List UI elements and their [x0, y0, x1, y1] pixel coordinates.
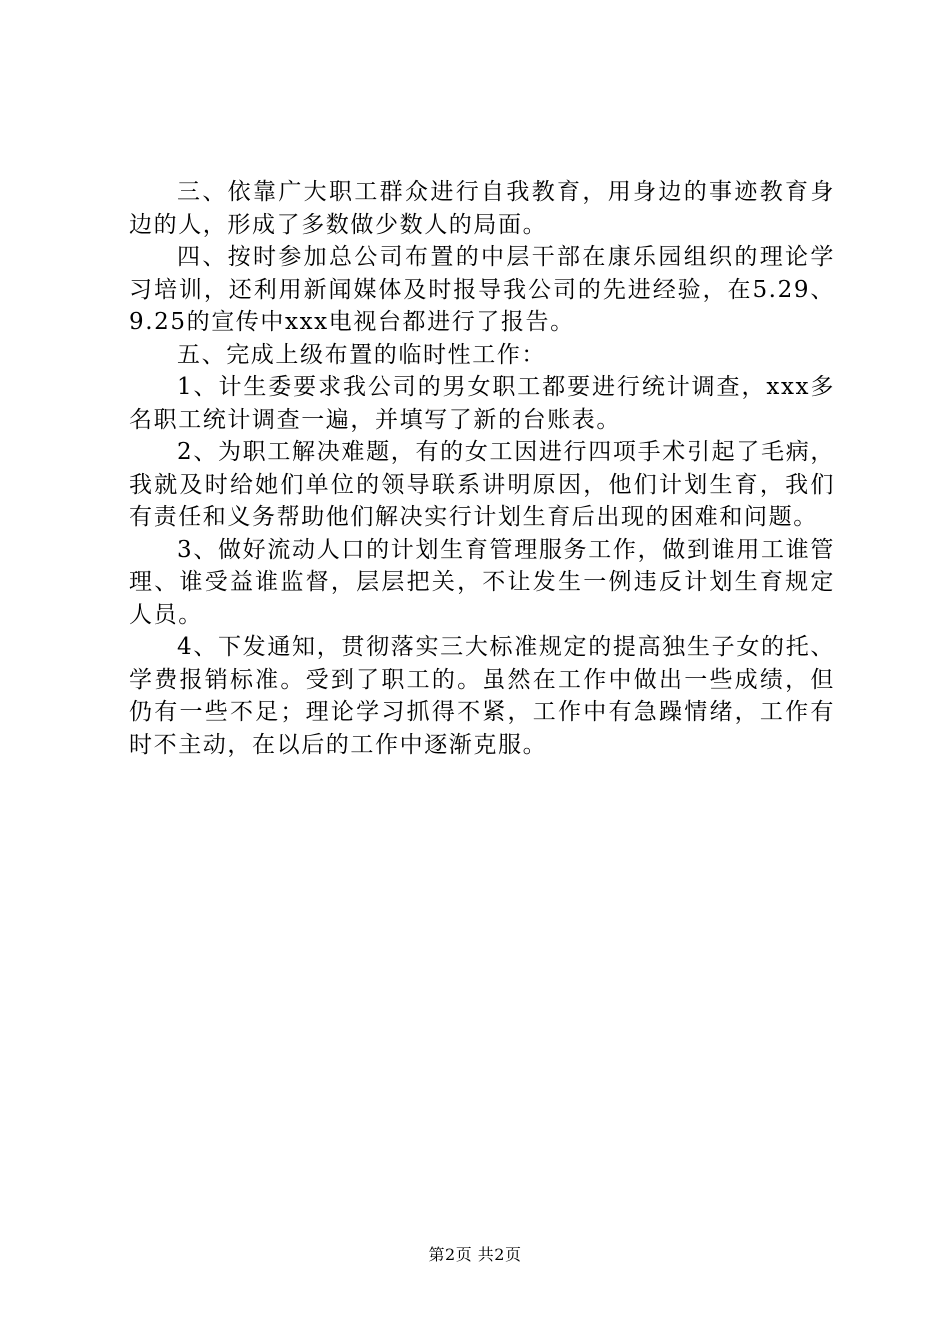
paragraph-item-2: 2、为职工解决难题，有的女工因进行四项手术引起了毛病，我就及时给她们单位的领导联系讲明原因，他们计划生育，我们有责任和义务帮助他们解决实行计划生育后出现的困难和问题。	[129, 439, 835, 530]
paragraph-item-1: 1、计生委要求我公司的男女职工都要进行统计调查，xxx多名职工统计调查一遍，并填写了新的台账表。	[129, 374, 835, 433]
paragraph-section-three: 三、依靠广大职工群众进行自我教育，用身边的事迹教育身边的人，形成了多数做少数人的局面。	[129, 179, 835, 238]
paragraph-item-3: 3、做好流动人口的计划生育管理服务工作，做到谁用工谁管理、谁受益谁监督，层层把关，不让发生一例违反计划生育规定人员。	[129, 536, 835, 628]
paragraph-item-4: 4、下发通知，贯彻落实三大标准规定的提高独生子女的托、学费报销标准。受到了职工的。虽然在工作中做出一些成绩，但仍有一些不足；理论学习抓得不紧，工作中有急躁情绪，工作有时不主动，在以后的工作中逐渐克服。	[129, 634, 835, 758]
page-footer: 第2页 共2页	[428, 1245, 522, 1264]
paragraph-section-four: 四、按时参加总公司布置的中层干部在康乐园组织的理论学习培训，还利用新闻媒体及时报导我公司的先进经验，在5.29、9.25的宣传中xxx电视台都进行了报告。	[129, 244, 835, 335]
paragraph-section-five: 五、完成上级布置的临时性工作：	[177, 341, 546, 368]
document-body	[129, 176, 835, 761]
